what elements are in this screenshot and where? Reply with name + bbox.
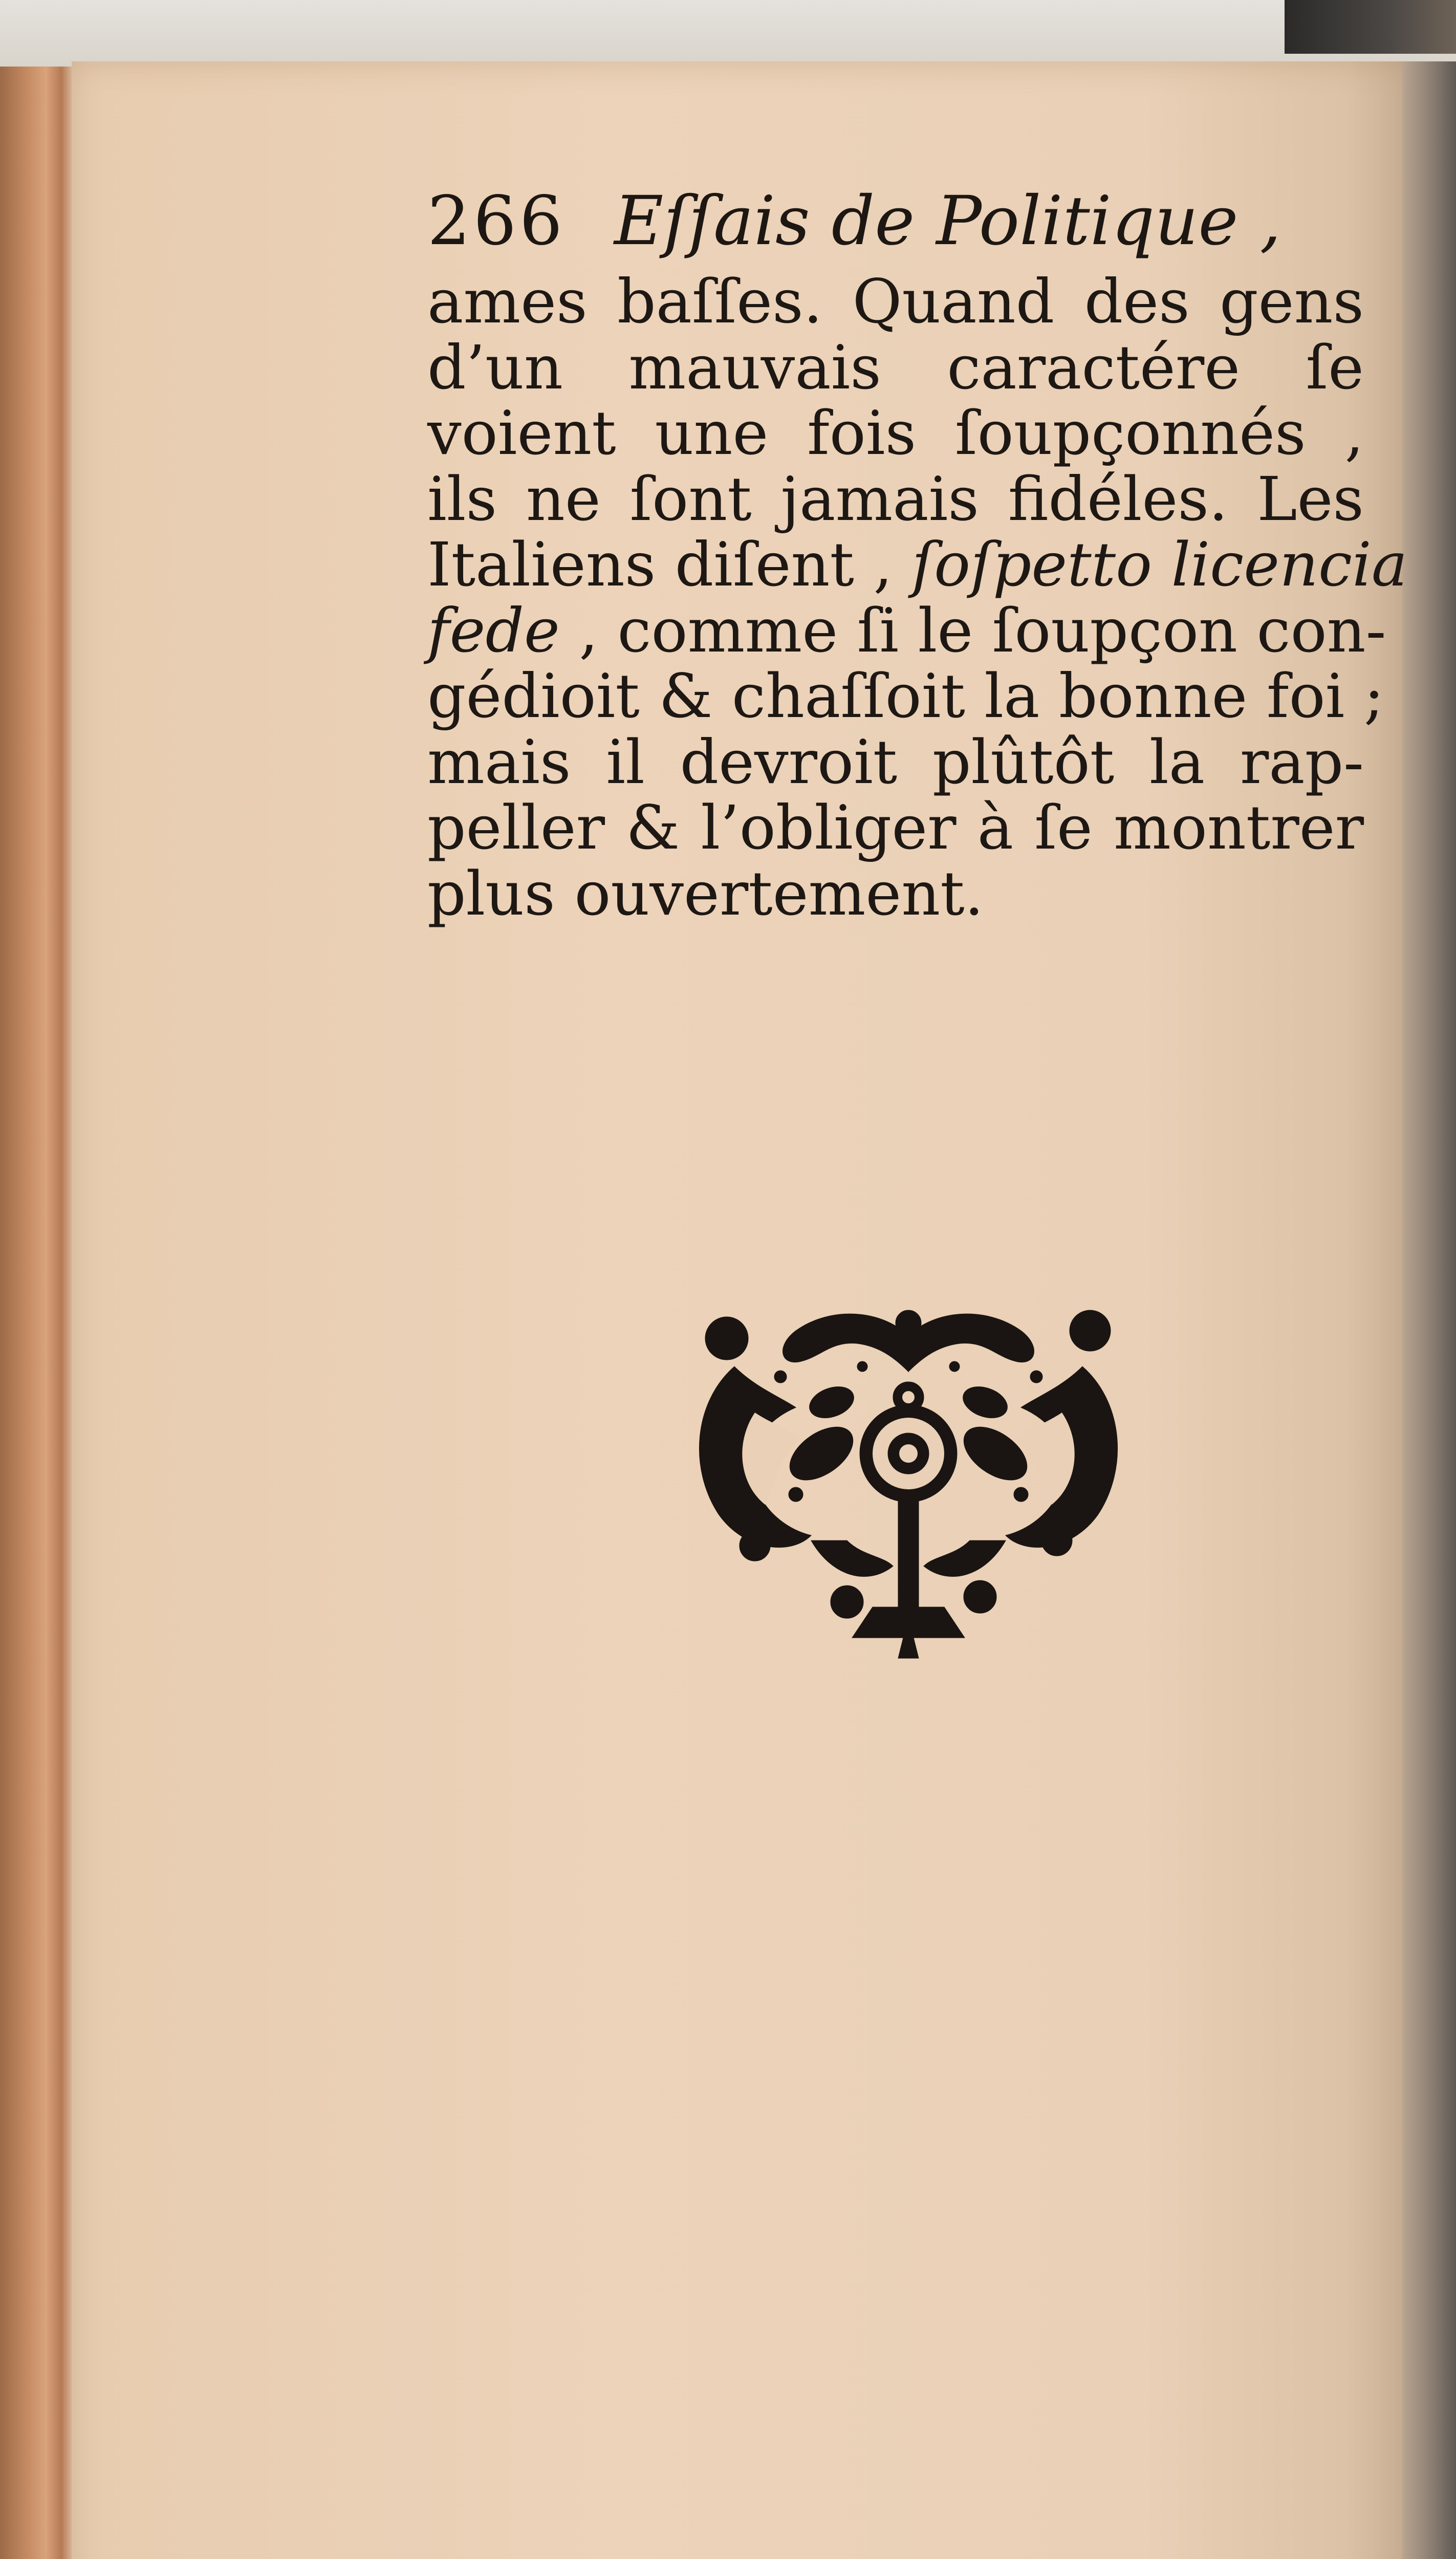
text-segment: ils ne ſont jamais fidéles. Les — [427, 463, 1364, 534]
italic-text-segment: fede — [427, 595, 560, 666]
page-header — [427, 182, 1400, 269]
body-text — [427, 266, 1408, 929]
text-line — [427, 332, 1364, 403]
text-line — [427, 529, 1408, 600]
floral-tailpiece-icon — [678, 1300, 1139, 1668]
text-segment: plus ouvertement. — [427, 858, 984, 929]
text-segment: d’un mauvais caractére ſe — [427, 332, 1364, 403]
text-line — [427, 266, 1364, 337]
text-segment: peller & l’obliger à ſe montrer — [427, 792, 1364, 863]
text-segment: Italiens diſent , — [427, 529, 912, 600]
text-line — [427, 595, 1386, 666]
text-segment: ames baſſes. Quand des gens — [427, 266, 1364, 337]
page-number: 266 — [427, 182, 566, 261]
book-gutter — [1402, 61, 1456, 2559]
page-edge — [0, 67, 77, 2559]
text-segment: mais il devroit plûtôt la rap- — [427, 726, 1364, 797]
italic-text-segment: ſoſpetto licencia — [911, 529, 1408, 600]
text-line — [427, 792, 1364, 863]
text-line — [427, 661, 1384, 731]
running-head: Eſſais de Politique , — [614, 182, 1281, 261]
text-line — [427, 726, 1364, 797]
text-line — [427, 463, 1364, 534]
book-clamp-top — [1285, 0, 1456, 54]
text-segment: gédioit & chaſſoit la bonne foi ; — [427, 661, 1384, 731]
scan-background-top — [0, 0, 1456, 67]
text-line — [427, 400, 1364, 466]
text-line — [427, 858, 1364, 929]
text-segment: voient une fois ſoupçonnés , — [427, 398, 1364, 468]
text-segment: , comme ſi le ſoupçon con- — [559, 595, 1386, 666]
